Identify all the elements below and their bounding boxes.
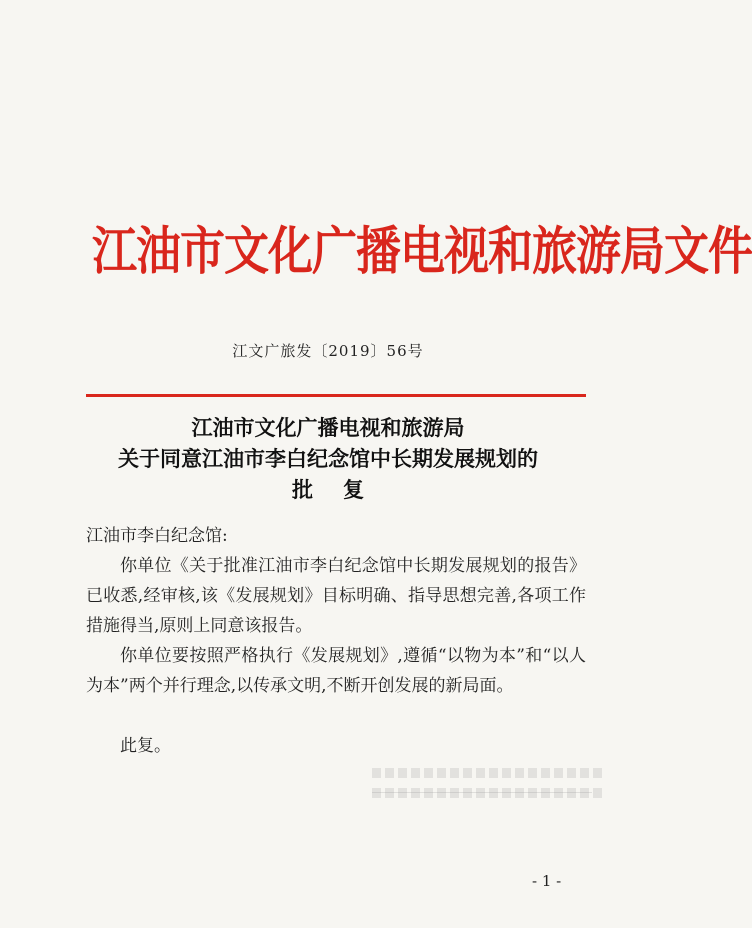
subject-line-1: 江油市文化广播电视和旅游局 (191, 415, 465, 440)
page-number: - 1 - (532, 872, 562, 890)
subject-line-2: 关于同意江油市李白纪念馆中长期发展规划的 (118, 446, 538, 471)
closing-line: 此复。 (120, 736, 171, 756)
subject-line-3: 批复 (292, 477, 394, 502)
recipient-line: 江油市李白纪念馆: (86, 526, 228, 546)
document-subject (0, 412, 656, 505)
red-separator-line (86, 394, 586, 397)
body-paragraph-1: 你单位《关于批准江油市李白纪念馆中长期发展规划的报告》已收悉,经审核,该《发展规划》目标明确、指导思想完善,各项工作措施得当,原则上同意该报告。 (86, 556, 586, 636)
issuer-title: 江油市文化广播电视和旅游局文件 (92, 220, 752, 282)
document-number: 江文广旅发〔2019〕56号 (232, 342, 424, 360)
bleed-through-rule (372, 792, 592, 793)
bleed-through-text (372, 758, 602, 810)
body-paragraph-2: 你单位要按照严格执行《发展规划》,遵循“以物为本”和“以人为本”两个并行理念,以传承文明,不断开创发展的新局面。 (86, 646, 586, 696)
